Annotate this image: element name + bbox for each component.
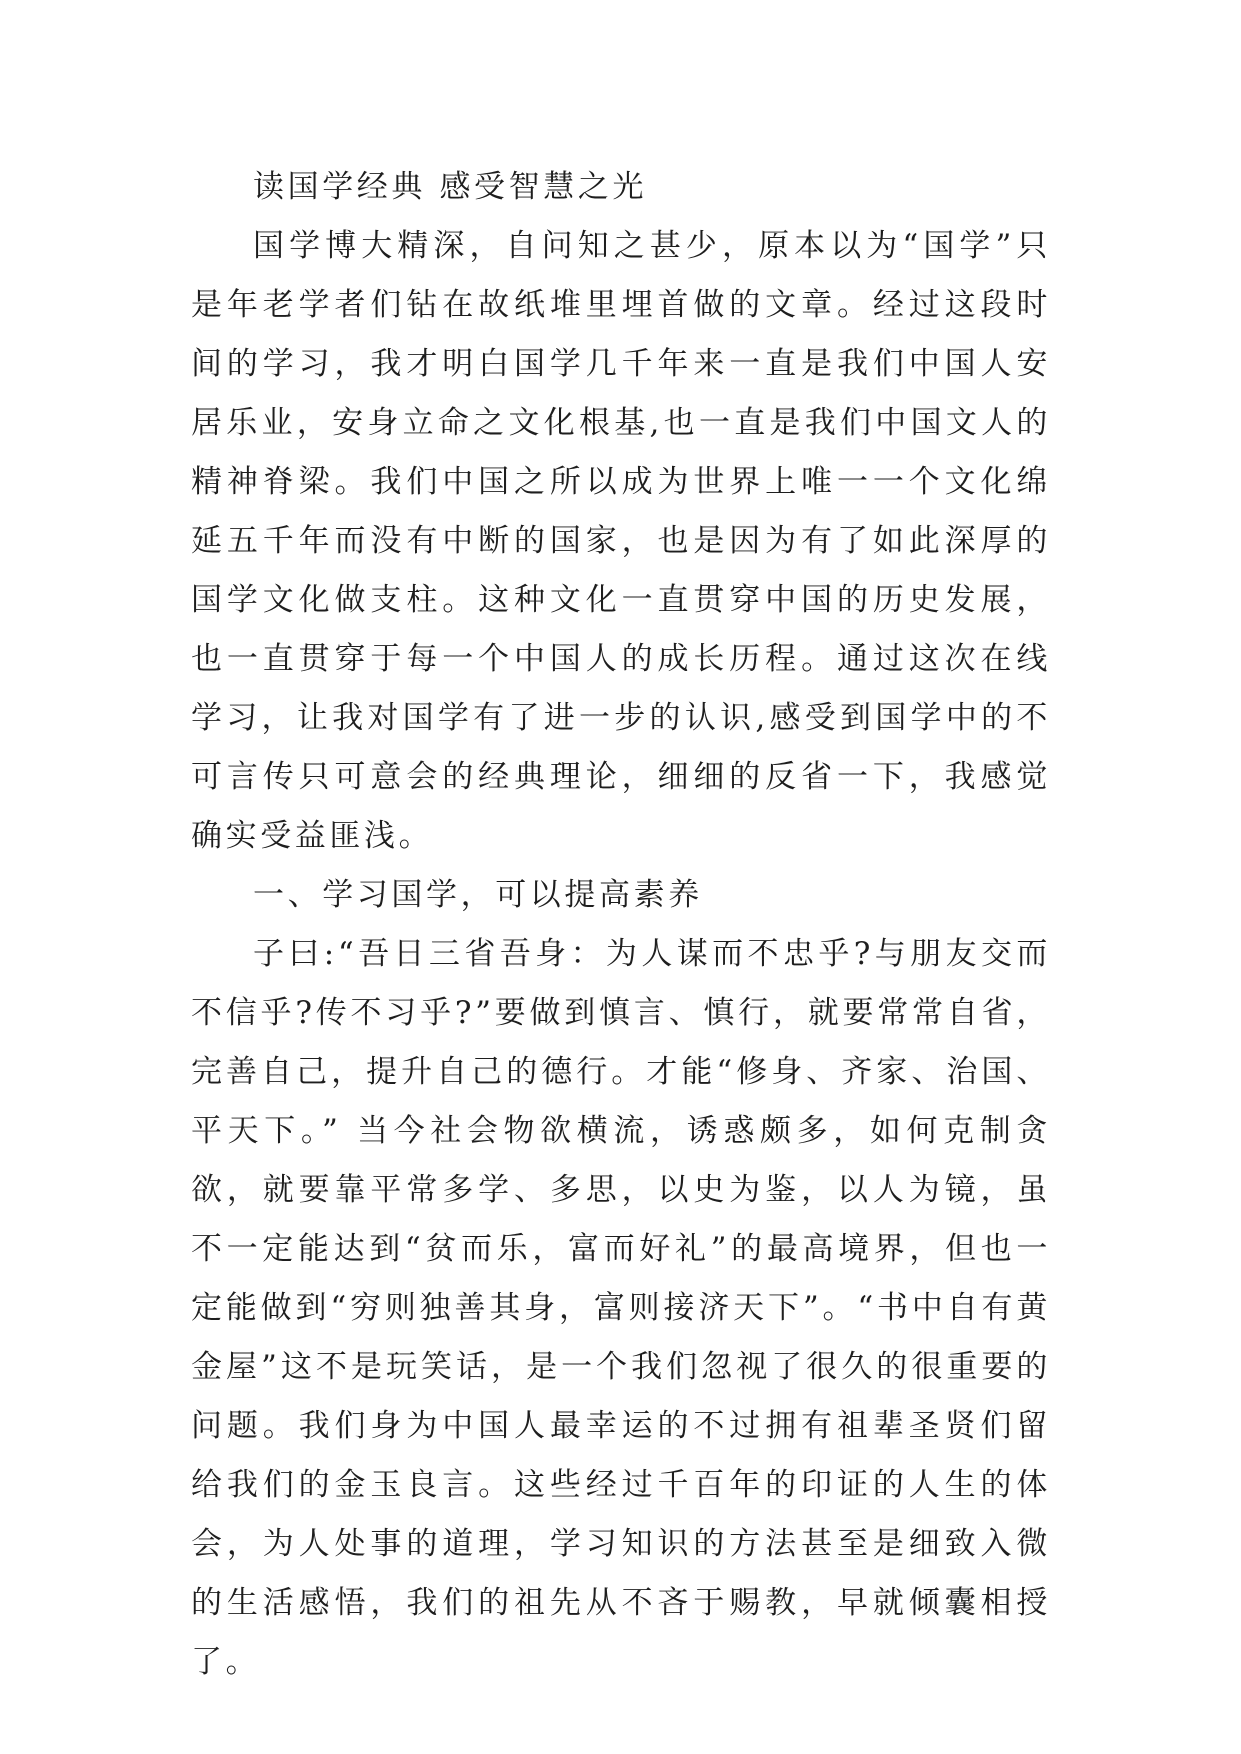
intro-paragraph: 国学博大精深，自问知之甚少，原本以为“国学”只是年老学者们钻在故纸堆里埋首做的文章。经过这段时间的学习，我才明白国学几千年来一直是我们中国人安居乐业，安身立命之文化根基,也一直是我们中国文人的精神脊梁。我们中国之所以成为世界上唯一一个文化绵延五千年而没有中断的国家，也是因为有了如此深厚的国学文化做支柱。这种文化一直贯穿中国的历史发展，也一直贯穿于每一个中国人的成长历程。通过这次在线学习，让我对国学有了进一步的认识,感受到国学中的不可言传只可意会的经典理论，细细的反省一下，我感觉确实受益匪浅。 <box>191 228 1051 854</box>
document-body <box>191 158 1051 1692</box>
document-title: 读国学经典 感受智慧之光 <box>253 169 648 205</box>
section-paragraph: 子曰:“吾日三省吾身：为人谋而不忠乎?与朋友交而不信乎?传不习乎?”要做到慎言、慎行，就要常常自省，完善自己，提升自己的德行。才能“修身、齐家、治国、平天下。” 当今社会物欲横流，诱惑颇多，如何克制贪欲，就要靠平常多学、多思，以史为鉴，以人为镜，虽不一定能达到“贫而乐，富而好礼”的最高境界，但也一定能做到“穷则独善其身，富则接济天下”。“书中自有黄金屋”这不是玩笑话，是一个我们忽视了很久的很重要的问题。我们身为中国人最幸运的不过拥有祖辈圣贤们留给我们的金玉良言。这些经过千百年的印证的人生的体会，为人处事的道理，学习知识的方法甚至是细致入微的生活感悟，我们的祖先从不吝于赐教，早就倾囊相授了。 <box>191 936 1051 1680</box>
section-heading: 一、学习国学，可以提高素养 <box>253 877 703 913</box>
